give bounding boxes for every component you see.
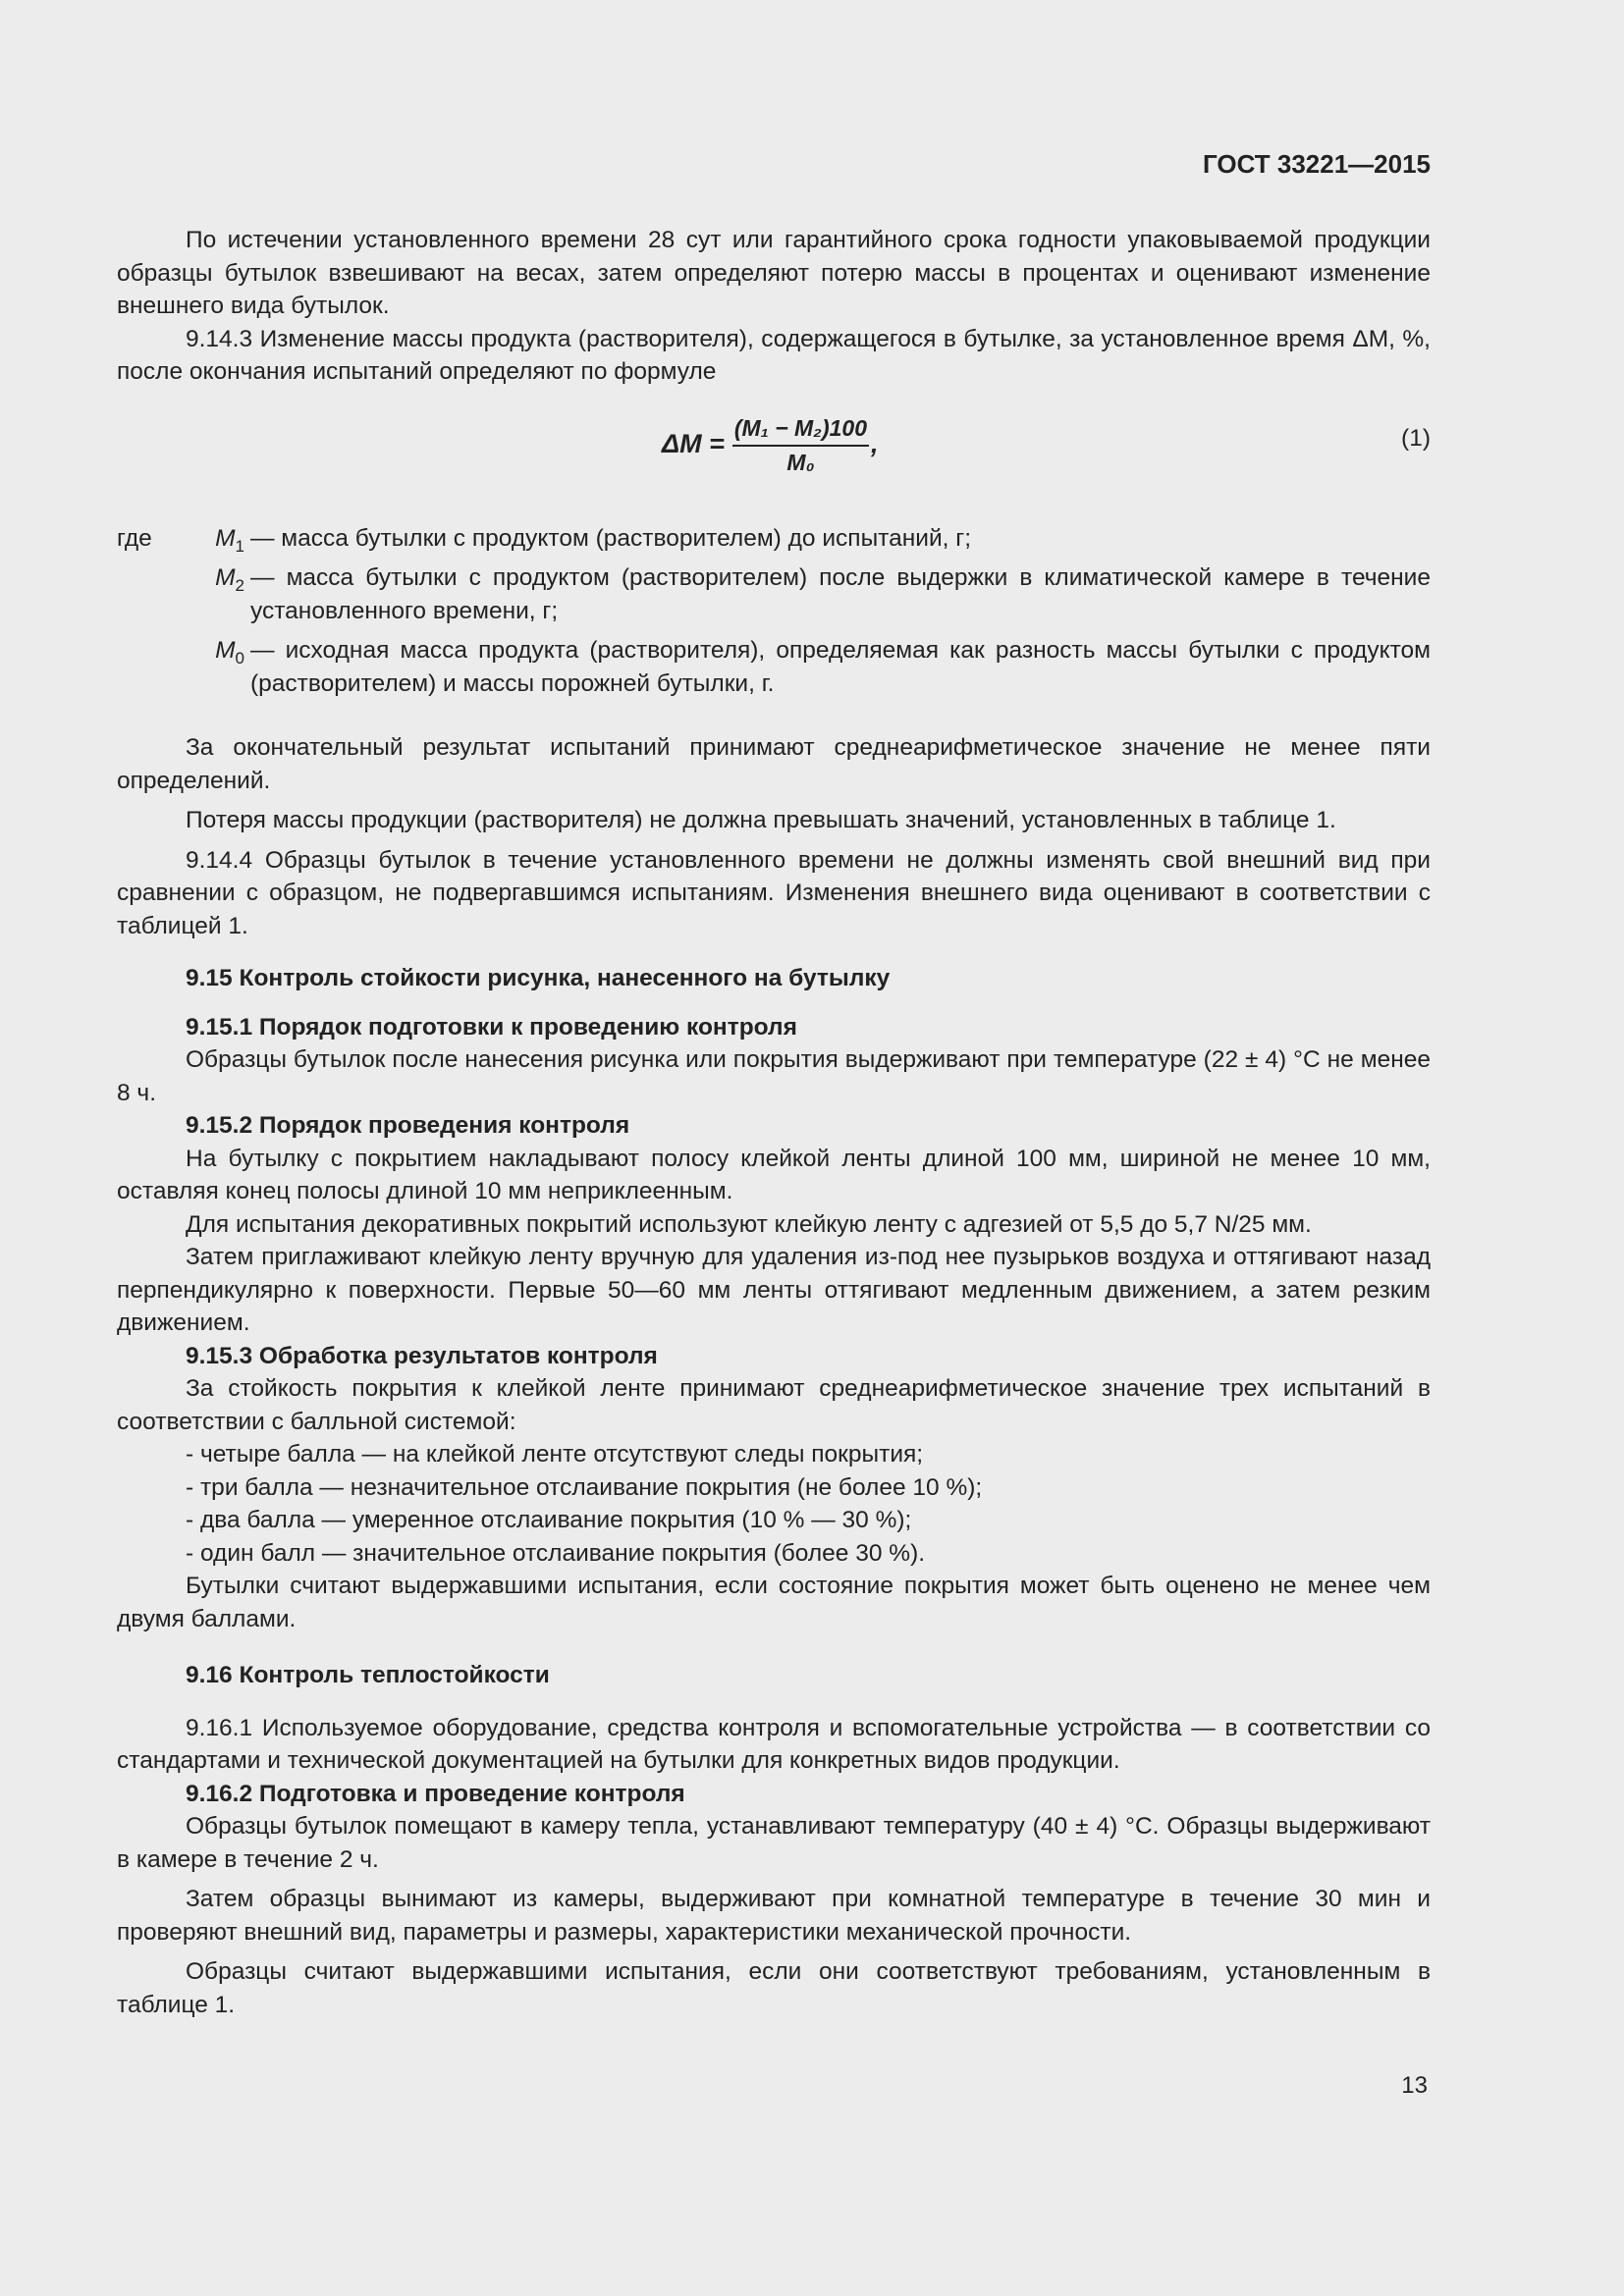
mass-change-formula <box>662 414 879 476</box>
paragraph-room-temperature: Затем образцы вынимают из камеры, выдерживают при комнатной температуре в течение 30 мин и проверяют внешний вид, параметры и размеры, характеристики механической прочности. <box>117 1886 1431 1946</box>
document-standard-header: ГОСТ 33221—2015 <box>1203 149 1431 179</box>
legend-definition: — масса бутылки с продуктом (растворителем) до испытаний, г; <box>250 524 972 552</box>
formula-number: (1) <box>1401 424 1431 452</box>
list-item: - четыре балла — на клейкой ленте отсутствуют следы покрытия; <box>186 1441 924 1468</box>
formula-legend <box>117 522 1431 701</box>
legend-variable: $M_0$ <box>215 637 244 667</box>
paragraph-9-14-4: 9.14.4 Образцы бутылок в течение установленного времени не должны изменять свой внешний вид при сравнении с образцом, не подвергавшимся испытаниям. Изменения внешнего вида оценивают в соответствии с таблицей 1. <box>117 846 1431 939</box>
section-heading-9-15: 9.15 Контроль стойкости рисунка, нанесенного на бутылку <box>186 965 891 991</box>
legend-variable: $M_2$ <box>215 564 244 595</box>
paragraph-scoring-system: За стойкость покрытия к клейкой ленте принимают среднеарифметическое значение трех испытаний в соответствии с балльной системой: <box>117 1375 1431 1435</box>
legend-row <box>117 561 1431 627</box>
paragraph-mass-loss-limit: Потеря массы продукции (растворителя) не должна превышать значений, установленных в таблице 1. <box>186 807 1336 833</box>
subsection-heading-9-15-2: 9.15.2 Порядок проведения контроля <box>186 1112 630 1139</box>
paragraph-preparation: Образцы бутылок после нанесения рисунка или покрытия выдерживают при температуре (22 ± 4) °С не менее 8 ч. <box>117 1046 1431 1106</box>
subsection-heading-9-15-3: 9.15.3 Обработка результатов контроля <box>186 1342 658 1369</box>
subsection-heading-9-16-2: 9.16.2 Подготовка и проведение контроля <box>186 1780 685 1807</box>
formula-denominator: M₀ <box>786 449 815 475</box>
subsection-heading-9-15-1: 9.15.1 Порядок подготовки к проведению контроля <box>186 1013 797 1041</box>
legend-row <box>117 522 1431 556</box>
paragraph-9-16-1: 9.16.1 Используемое оборудование, средства контроля и вспомогательные устройства — в соответствии со стандартами и технической документацией на бутылки для конкретных видов продукции. <box>117 1714 1431 1774</box>
formula-lhs: ΔM = <box>662 429 725 459</box>
formula-block <box>117 408 1431 499</box>
page-number: 13 <box>1401 2072 1428 2099</box>
legend-where-word: где <box>117 524 152 552</box>
paragraph-heat-pass-criteria: Образцы считают выдержавшими испытания, если они соответствуют требованиям, установленным в таблице 1. <box>117 1958 1431 2018</box>
paragraph-heat-chamber: Образцы бутылок помещают в камеру тепла, устанавливают температуру (40 ± 4) °С. Образцы выдерживают в камере в течение 2 ч. <box>117 1813 1431 1873</box>
formula-trailing-comma: , <box>870 429 879 459</box>
score-list <box>117 1438 1431 1570</box>
legend-row <box>117 634 1431 700</box>
list-item: - два балла — умеренное отслаивание покрытия (10 % — 30 %); <box>186 1507 912 1533</box>
list-item: - три балла — незначительное отслаивание покрытия (не более 10 %); <box>186 1473 983 1501</box>
paragraph-tape-removal: Затем приглаживают клейкую ленту вручную для удаления из-под нее пузырьков воздуха и оттягивают назад перпендикулярно к поверхности. Первые 50—60 мм ленты оттягивают медленным движением, а затем резким движением. <box>117 1244 1431 1336</box>
formula-numerator: (M₁ − M₂)100 <box>732 414 869 447</box>
legend-definition: — масса бутылки с продуктом (растворителем) после выдержки в климатической камере в течение установленного времени, г; <box>250 564 1431 624</box>
paragraph-final-result: За окончательный результат испытаний принимают среднеарифметическое значение не менее пяти определений. <box>117 734 1431 794</box>
legend-definition: — исходная масса продукта (растворителя), определяемая как разность массы бутылки с продуктом (растворителем) и массы порожней бутылки, г. <box>250 637 1431 697</box>
paragraph-tape-adhesion: Для испытания декоративных покрытий используют клейкую ленту с адгезией от 5,5 до 5,7 N/25 мм. <box>186 1210 1312 1238</box>
section-heading-9-16: 9.16 Контроль теплостойкости <box>186 1662 550 1688</box>
paragraph-pass-criteria: Бутылки считают выдержавшими испытания, если состояние покрытия может быть оценено не менее чем двумя баллами. <box>117 1573 1431 1632</box>
paragraph-tape-application: На бутылку с покрытием накладывают полосу клейкой ленты длиной 100 мм, шириной не менее 10 мм, оставляя конец полосы длиной 10 мм неприклеенным. <box>117 1145 1431 1204</box>
list-item: - один балл — значительное отслаивание покрытия (более 30 %). <box>186 1539 926 1567</box>
paragraph-9-14-3: 9.14.3 Изменение массы продукта (растворителя), содержащегося в бутылке, за установленное время ΔM, %, после окончания испытаний определяют по формуле <box>117 325 1431 385</box>
legend-variable: $M_1$ <box>215 524 244 556</box>
paragraph-storage-result: По истечении установленного времени 28 сут или гарантийного срока годности упаковываемой продукции образцы бутылок взвешивают на весах, затем определяют потерю массы в процентах и оценивают изменение внешнего вида бутылок. <box>117 227 1431 319</box>
formula-fraction <box>732 414 869 476</box>
page-content <box>117 224 1431 2021</box>
